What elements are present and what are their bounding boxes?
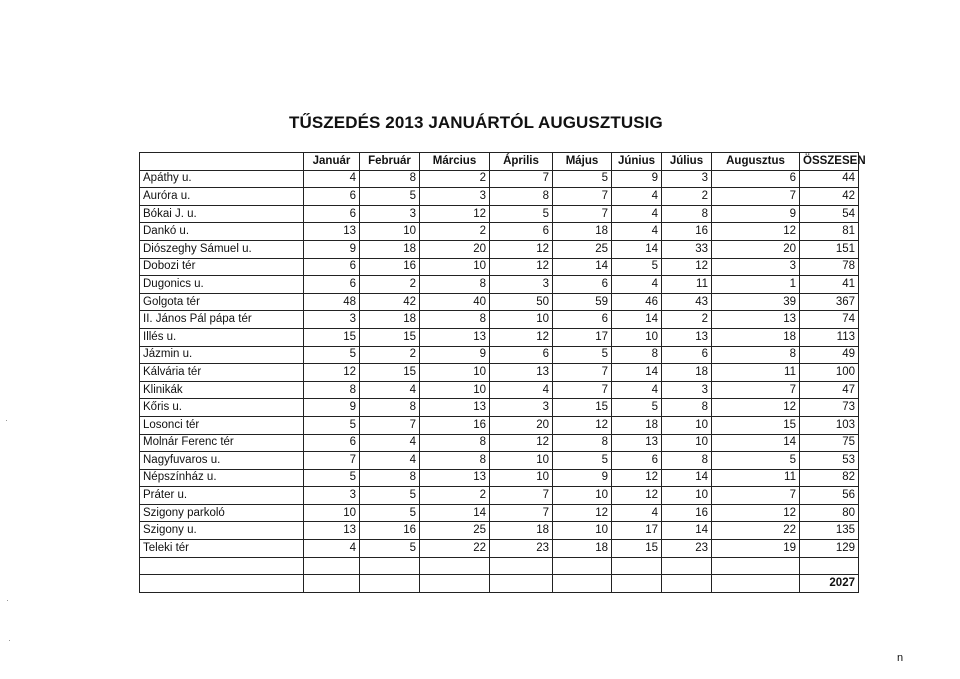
month-value-cell: 11 bbox=[712, 364, 800, 382]
month-value-cell: 1 bbox=[712, 276, 800, 294]
month-value-cell: 5 bbox=[612, 258, 662, 276]
month-value-cell: 8 bbox=[360, 469, 420, 487]
month-value-cell: 14 bbox=[662, 469, 712, 487]
table-row bbox=[140, 487, 859, 505]
month-value-cell: 17 bbox=[553, 328, 612, 346]
month-value-cell: 23 bbox=[490, 540, 553, 558]
month-value-cell: 13 bbox=[712, 311, 800, 329]
month-value-cell: 25 bbox=[553, 240, 612, 258]
row-total-cell: 47 bbox=[800, 381, 859, 399]
row-location-name: Szigony u. bbox=[140, 522, 304, 540]
month-value-cell: 12 bbox=[612, 469, 662, 487]
month-value-cell: 10 bbox=[304, 504, 360, 522]
month-value-cell: 16 bbox=[662, 504, 712, 522]
month-value-cell: 12 bbox=[612, 487, 662, 505]
month-value-cell: 15 bbox=[712, 416, 800, 434]
month-value-cell: 10 bbox=[553, 522, 612, 540]
month-value-cell: 48 bbox=[304, 293, 360, 311]
month-value-cell: 6 bbox=[304, 276, 360, 294]
scan-speck bbox=[7, 600, 8, 601]
month-value-cell: 14 bbox=[612, 364, 662, 382]
month-value-cell: 42 bbox=[360, 293, 420, 311]
month-value-cell: 14 bbox=[612, 311, 662, 329]
month-value-cell: 10 bbox=[553, 487, 612, 505]
month-value-cell: 18 bbox=[360, 240, 420, 258]
table-cell bbox=[360, 575, 420, 593]
month-value-cell: 6 bbox=[304, 258, 360, 276]
table-cell bbox=[712, 557, 800, 575]
row-total-cell: 41 bbox=[800, 276, 859, 294]
table-cell bbox=[140, 557, 304, 575]
month-value-cell: 2 bbox=[420, 223, 490, 241]
header-cell-junius: Június bbox=[612, 153, 662, 171]
row-location-name: Klinikák bbox=[140, 381, 304, 399]
month-value-cell: 18 bbox=[490, 522, 553, 540]
row-location-name: Bókai J. u. bbox=[140, 205, 304, 223]
row-location-name: Szigony parkoló bbox=[140, 504, 304, 522]
month-value-cell: 10 bbox=[420, 258, 490, 276]
month-value-cell: 12 bbox=[712, 504, 800, 522]
month-value-cell: 6 bbox=[712, 170, 800, 188]
header-cell-name bbox=[140, 153, 304, 171]
month-value-cell: 12 bbox=[304, 364, 360, 382]
header-cell-julius: Július bbox=[662, 153, 712, 171]
month-value-cell: 7 bbox=[304, 452, 360, 470]
month-value-cell: 13 bbox=[612, 434, 662, 452]
table-row bbox=[140, 364, 859, 382]
month-value-cell: 18 bbox=[360, 311, 420, 329]
month-value-cell: 4 bbox=[612, 504, 662, 522]
month-value-cell: 8 bbox=[420, 452, 490, 470]
month-value-cell: 7 bbox=[712, 188, 800, 206]
row-total-cell: 42 bbox=[800, 188, 859, 206]
table-row bbox=[140, 223, 859, 241]
table-cell bbox=[662, 557, 712, 575]
month-value-cell: 2 bbox=[662, 311, 712, 329]
month-value-cell: 39 bbox=[712, 293, 800, 311]
month-value-cell: 5 bbox=[553, 170, 612, 188]
table-cell bbox=[712, 575, 800, 593]
month-value-cell: 2 bbox=[360, 346, 420, 364]
month-value-cell: 3 bbox=[304, 487, 360, 505]
month-value-cell: 5 bbox=[360, 188, 420, 206]
month-value-cell: 9 bbox=[420, 346, 490, 364]
month-value-cell: 9 bbox=[304, 240, 360, 258]
row-total-cell: 73 bbox=[800, 399, 859, 417]
month-value-cell: 6 bbox=[612, 452, 662, 470]
month-value-cell: 12 bbox=[490, 258, 553, 276]
month-value-cell: 9 bbox=[612, 170, 662, 188]
month-value-cell: 5 bbox=[304, 469, 360, 487]
month-value-cell: 10 bbox=[420, 364, 490, 382]
month-value-cell: 8 bbox=[420, 434, 490, 452]
month-value-cell: 7 bbox=[490, 504, 553, 522]
month-value-cell: 20 bbox=[712, 240, 800, 258]
row-total-cell: 113 bbox=[800, 328, 859, 346]
month-value-cell: 20 bbox=[420, 240, 490, 258]
month-value-cell: 4 bbox=[304, 170, 360, 188]
table-row bbox=[140, 276, 859, 294]
month-value-cell: 13 bbox=[420, 328, 490, 346]
table-row bbox=[140, 240, 859, 258]
month-value-cell: 12 bbox=[553, 504, 612, 522]
month-value-cell: 22 bbox=[420, 540, 490, 558]
month-value-cell: 25 bbox=[420, 522, 490, 540]
month-value-cell: 10 bbox=[490, 311, 553, 329]
month-value-cell: 16 bbox=[420, 416, 490, 434]
month-value-cell: 59 bbox=[553, 293, 612, 311]
month-value-cell: 5 bbox=[304, 346, 360, 364]
month-value-cell: 40 bbox=[420, 293, 490, 311]
month-value-cell: 10 bbox=[662, 434, 712, 452]
row-location-name: Kőris u. bbox=[140, 399, 304, 417]
month-value-cell: 50 bbox=[490, 293, 553, 311]
month-value-cell: 2 bbox=[360, 276, 420, 294]
row-location-name: II. János Pál pápa tér bbox=[140, 311, 304, 329]
month-value-cell: 7 bbox=[553, 364, 612, 382]
month-value-cell: 5 bbox=[612, 399, 662, 417]
month-value-cell: 3 bbox=[304, 311, 360, 329]
month-value-cell: 14 bbox=[612, 240, 662, 258]
row-location-name: Apáthy u. bbox=[140, 170, 304, 188]
month-value-cell: 3 bbox=[490, 399, 553, 417]
month-value-cell: 8 bbox=[360, 170, 420, 188]
month-value-cell: 4 bbox=[360, 452, 420, 470]
month-value-cell: 3 bbox=[490, 276, 553, 294]
month-value-cell: 5 bbox=[712, 452, 800, 470]
empty-row bbox=[140, 557, 859, 575]
table-cell bbox=[612, 557, 662, 575]
table-cell bbox=[490, 557, 553, 575]
month-value-cell: 10 bbox=[420, 381, 490, 399]
month-value-cell: 7 bbox=[553, 205, 612, 223]
month-value-cell: 7 bbox=[490, 487, 553, 505]
month-value-cell: 13 bbox=[304, 223, 360, 241]
table-cell bbox=[612, 575, 662, 593]
month-value-cell: 8 bbox=[420, 311, 490, 329]
month-value-cell: 10 bbox=[360, 223, 420, 241]
month-value-cell: 14 bbox=[712, 434, 800, 452]
month-value-cell: 6 bbox=[304, 205, 360, 223]
table-row bbox=[140, 540, 859, 558]
month-value-cell: 13 bbox=[490, 364, 553, 382]
month-value-cell: 12 bbox=[490, 434, 553, 452]
month-value-cell: 14 bbox=[662, 522, 712, 540]
month-value-cell: 7 bbox=[553, 188, 612, 206]
row-total-cell: 53 bbox=[800, 452, 859, 470]
month-value-cell: 8 bbox=[360, 399, 420, 417]
month-value-cell: 5 bbox=[553, 346, 612, 364]
row-total-cell: 81 bbox=[800, 223, 859, 241]
table-row bbox=[140, 381, 859, 399]
header-cell-augusztus: Augusztus bbox=[712, 153, 800, 171]
month-value-cell: 15 bbox=[553, 399, 612, 417]
table-cell bbox=[553, 557, 612, 575]
month-value-cell: 19 bbox=[712, 540, 800, 558]
month-value-cell: 22 bbox=[712, 522, 800, 540]
month-value-cell: 18 bbox=[553, 540, 612, 558]
month-value-cell: 43 bbox=[662, 293, 712, 311]
month-value-cell: 8 bbox=[304, 381, 360, 399]
row-location-name: Dugonics u. bbox=[140, 276, 304, 294]
month-value-cell: 18 bbox=[612, 416, 662, 434]
month-value-cell: 7 bbox=[490, 170, 553, 188]
row-total-cell: 56 bbox=[800, 487, 859, 505]
month-value-cell: 4 bbox=[612, 276, 662, 294]
month-value-cell: 10 bbox=[612, 328, 662, 346]
table-row bbox=[140, 469, 859, 487]
row-total-cell: 151 bbox=[800, 240, 859, 258]
row-location-name: Kálvária tér bbox=[140, 364, 304, 382]
month-value-cell: 20 bbox=[490, 416, 553, 434]
month-value-cell: 11 bbox=[712, 469, 800, 487]
row-total-cell: 100 bbox=[800, 364, 859, 382]
header-cell-januar: Január bbox=[304, 153, 360, 171]
table-row bbox=[140, 399, 859, 417]
month-value-cell: 8 bbox=[612, 346, 662, 364]
month-value-cell: 3 bbox=[712, 258, 800, 276]
month-value-cell: 6 bbox=[553, 311, 612, 329]
row-location-name: Népszínház u. bbox=[140, 469, 304, 487]
month-value-cell: 6 bbox=[304, 188, 360, 206]
table-cell bbox=[420, 575, 490, 593]
month-value-cell: 15 bbox=[304, 328, 360, 346]
month-value-cell: 12 bbox=[420, 205, 490, 223]
header-row bbox=[140, 153, 859, 171]
month-value-cell: 16 bbox=[360, 258, 420, 276]
table-cell bbox=[800, 557, 859, 575]
table-row bbox=[140, 188, 859, 206]
month-value-cell: 4 bbox=[304, 540, 360, 558]
row-total-cell: 129 bbox=[800, 540, 859, 558]
table-row bbox=[140, 293, 859, 311]
table-cell bbox=[490, 575, 553, 593]
row-location-name: Nagyfuvaros u. bbox=[140, 452, 304, 470]
month-value-cell: 7 bbox=[360, 416, 420, 434]
row-location-name: Teleki tér bbox=[140, 540, 304, 558]
month-value-cell: 2 bbox=[662, 188, 712, 206]
month-value-cell: 10 bbox=[662, 416, 712, 434]
month-value-cell: 18 bbox=[553, 223, 612, 241]
data-table bbox=[139, 152, 866, 593]
month-value-cell: 46 bbox=[612, 293, 662, 311]
row-total-cell: 103 bbox=[800, 416, 859, 434]
month-value-cell: 8 bbox=[662, 399, 712, 417]
month-value-cell: 8 bbox=[553, 434, 612, 452]
month-value-cell: 4 bbox=[360, 434, 420, 452]
month-value-cell: 8 bbox=[490, 188, 553, 206]
month-value-cell: 14 bbox=[553, 258, 612, 276]
month-value-cell: 33 bbox=[662, 240, 712, 258]
month-value-cell: 4 bbox=[612, 188, 662, 206]
scan-speck bbox=[6, 420, 7, 421]
row-location-name: Práter u. bbox=[140, 487, 304, 505]
table-row bbox=[140, 328, 859, 346]
month-value-cell: 4 bbox=[612, 205, 662, 223]
table-cell bbox=[304, 575, 360, 593]
month-value-cell: 5 bbox=[360, 540, 420, 558]
month-value-cell: 15 bbox=[360, 364, 420, 382]
row-location-name: Jázmin u. bbox=[140, 346, 304, 364]
month-value-cell: 18 bbox=[712, 328, 800, 346]
month-value-cell: 15 bbox=[612, 540, 662, 558]
table-row bbox=[140, 311, 859, 329]
month-value-cell: 6 bbox=[553, 276, 612, 294]
month-value-cell: 5 bbox=[553, 452, 612, 470]
month-value-cell: 5 bbox=[360, 487, 420, 505]
month-value-cell: 9 bbox=[553, 469, 612, 487]
month-value-cell: 16 bbox=[662, 223, 712, 241]
month-value-cell: 13 bbox=[304, 522, 360, 540]
row-total-cell: 54 bbox=[800, 205, 859, 223]
month-value-cell: 4 bbox=[360, 381, 420, 399]
month-value-cell: 6 bbox=[662, 346, 712, 364]
table-row bbox=[140, 205, 859, 223]
row-location-name: Diószeghy Sámuel u. bbox=[140, 240, 304, 258]
month-value-cell: 4 bbox=[612, 223, 662, 241]
month-value-cell: 7 bbox=[712, 381, 800, 399]
header-cell-osszesen: ÖSSZESEN bbox=[800, 153, 859, 171]
table-row bbox=[140, 452, 859, 470]
month-value-cell: 8 bbox=[420, 276, 490, 294]
month-value-cell: 15 bbox=[360, 328, 420, 346]
month-value-cell: 12 bbox=[490, 240, 553, 258]
row-location-name: Dobozi tér bbox=[140, 258, 304, 276]
header-cell-majus: Május bbox=[553, 153, 612, 171]
row-total-cell: 75 bbox=[800, 434, 859, 452]
month-value-cell: 7 bbox=[553, 381, 612, 399]
grand-total-value: 2027 bbox=[800, 575, 859, 593]
table-row bbox=[140, 416, 859, 434]
month-value-cell: 6 bbox=[490, 223, 553, 241]
row-location-name: Auróra u. bbox=[140, 188, 304, 206]
table-cell bbox=[360, 557, 420, 575]
month-value-cell: 3 bbox=[420, 188, 490, 206]
month-value-cell: 13 bbox=[420, 469, 490, 487]
month-value-cell: 16 bbox=[360, 522, 420, 540]
month-value-cell: 8 bbox=[712, 346, 800, 364]
table-row bbox=[140, 522, 859, 540]
row-total-cell: 135 bbox=[800, 522, 859, 540]
month-value-cell: 12 bbox=[662, 258, 712, 276]
month-value-cell: 12 bbox=[553, 416, 612, 434]
month-value-cell: 3 bbox=[360, 205, 420, 223]
header-cell-aprilis: Április bbox=[490, 153, 553, 171]
row-location-name: Molnár Ferenc tér bbox=[140, 434, 304, 452]
month-value-cell: 13 bbox=[662, 328, 712, 346]
month-value-cell: 5 bbox=[304, 416, 360, 434]
scan-speck bbox=[9, 640, 10, 641]
table-row bbox=[140, 504, 859, 522]
table-cell bbox=[140, 575, 304, 593]
month-value-cell: 12 bbox=[490, 328, 553, 346]
month-value-cell: 10 bbox=[490, 469, 553, 487]
table-cell bbox=[420, 557, 490, 575]
month-value-cell: 17 bbox=[612, 522, 662, 540]
table-row bbox=[140, 258, 859, 276]
month-value-cell: 6 bbox=[490, 346, 553, 364]
month-value-cell: 6 bbox=[304, 434, 360, 452]
row-total-cell: 49 bbox=[800, 346, 859, 364]
month-value-cell: 2 bbox=[420, 170, 490, 188]
month-value-cell: 9 bbox=[712, 205, 800, 223]
month-value-cell: 18 bbox=[662, 364, 712, 382]
table-cell bbox=[304, 557, 360, 575]
month-value-cell: 5 bbox=[490, 205, 553, 223]
grand-total-row bbox=[140, 575, 859, 593]
month-value-cell: 13 bbox=[420, 399, 490, 417]
month-value-cell: 23 bbox=[662, 540, 712, 558]
table-row bbox=[140, 434, 859, 452]
table-cell bbox=[553, 575, 612, 593]
document-title: TŰSZEDÉS 2013 JANUÁRTÓL AUGUSZTUSIG bbox=[289, 113, 663, 132]
header-cell-marcius: Március bbox=[420, 153, 490, 171]
month-value-cell: 11 bbox=[662, 276, 712, 294]
month-value-cell: 12 bbox=[712, 399, 800, 417]
month-value-cell: 5 bbox=[360, 504, 420, 522]
page-mark: n bbox=[897, 652, 904, 664]
row-location-name: Dankó u. bbox=[140, 223, 304, 241]
month-value-cell: 8 bbox=[662, 205, 712, 223]
month-value-cell: 8 bbox=[662, 452, 712, 470]
table-row bbox=[140, 346, 859, 364]
month-value-cell: 4 bbox=[490, 381, 553, 399]
row-total-cell: 44 bbox=[800, 170, 859, 188]
month-value-cell: 3 bbox=[662, 381, 712, 399]
row-total-cell: 82 bbox=[800, 469, 859, 487]
row-location-name: Golgota tér bbox=[140, 293, 304, 311]
month-value-cell: 3 bbox=[662, 170, 712, 188]
table-body bbox=[140, 170, 859, 557]
month-value-cell: 12 bbox=[712, 223, 800, 241]
month-value-cell: 10 bbox=[662, 487, 712, 505]
table-row bbox=[140, 170, 859, 188]
month-value-cell: 4 bbox=[612, 381, 662, 399]
month-value-cell: 14 bbox=[420, 504, 490, 522]
row-total-cell: 78 bbox=[800, 258, 859, 276]
month-value-cell: 2 bbox=[420, 487, 490, 505]
header-cell-februar: Február bbox=[360, 153, 420, 171]
row-total-cell: 367 bbox=[800, 293, 859, 311]
table-cell bbox=[662, 575, 712, 593]
row-location-name: Losonci tér bbox=[140, 416, 304, 434]
month-value-cell: 7 bbox=[712, 487, 800, 505]
row-total-cell: 80 bbox=[800, 504, 859, 522]
row-location-name: Illés u. bbox=[140, 328, 304, 346]
month-value-cell: 9 bbox=[304, 399, 360, 417]
row-total-cell: 74 bbox=[800, 311, 859, 329]
month-value-cell: 10 bbox=[490, 452, 553, 470]
